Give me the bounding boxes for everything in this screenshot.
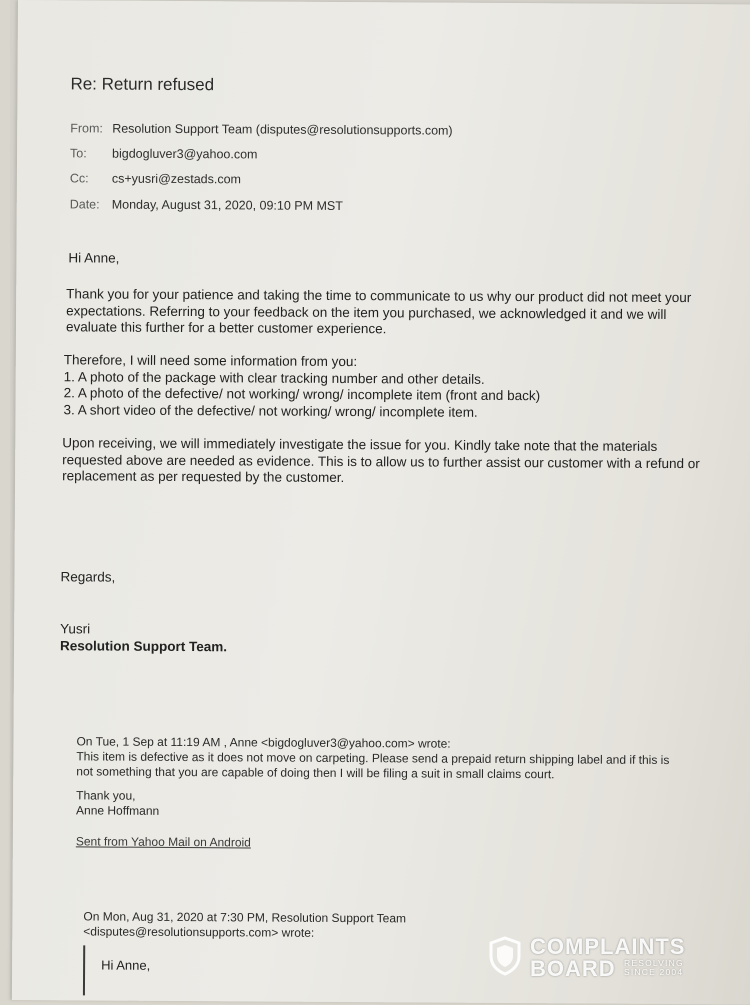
signer-name: Yusri [60, 621, 91, 637]
quoted2-header: On Mon, Aug 31, 2020 at 7:30 PM, Resolution Support Team [83, 909, 407, 926]
shield-icon [488, 936, 522, 976]
quoted-line: not something that you are capable of doing then I will be filing a suit in small claims court. [76, 764, 555, 782]
paragraph-line: expectations. Referring to your feedback on the item you purchased, we acknowledged it and we will [66, 302, 667, 322]
list-item: 1. A photo of the package with clear tracking number and other details. [63, 368, 485, 387]
paragraph-line: evaluate this further for a better customer experience. [65, 319, 387, 337]
cc-value: cs+yusri@zestads.com [111, 171, 241, 187]
paragraph-line: requested above are needed as evidence. This is to allow us to further assist our customer with a refund or [62, 451, 700, 471]
to-label: To: [70, 146, 87, 161]
watermark-tagline [624, 959, 684, 977]
list-item: 3. A short video of the defective/ not working/ wrong/ incomplete item. [63, 401, 478, 420]
to-row [70, 146, 258, 161]
signer-team: Resolution Support Team. [60, 638, 228, 655]
paragraph-evidence [62, 435, 750, 489]
watermark-line1: COMPLAINTS [530, 934, 686, 959]
quoted-name: Anne Hoffmann [76, 803, 160, 818]
date-label: Date: [69, 197, 100, 212]
greeting: Hi Anne, [68, 250, 120, 266]
paragraph-thanks [66, 286, 750, 340]
from-row [70, 121, 452, 137]
complaints-board-watermark [488, 934, 708, 982]
quoted-header: On Tue, 1 Sep at 11:19 AM , Anne <bigdogluver3@yahoo.com> wrote: [76, 734, 451, 751]
cc-row [70, 171, 241, 186]
from-label: From: [70, 121, 103, 136]
watermark-tag2: SINCE 2004 [624, 967, 684, 977]
yahoo-mail-link[interactable]: Sent from Yahoo Mail on Android [75, 834, 251, 850]
email-subject: Re: Return refused [70, 74, 215, 95]
quoted-thanks: Thank you, [76, 788, 136, 803]
printed-email-page [12, 0, 750, 1005]
date-value: Monday, August 31, 2020, 09:10 PM MST [111, 197, 343, 213]
date-row [70, 197, 343, 213]
sign-off: Regards, [60, 569, 116, 585]
from-value: Resolution Support Team (disputes@resolutionsupports.com) [112, 121, 453, 138]
to-value: bigdogluver3@yahoo.com [112, 146, 258, 162]
paragraph-line: Thank you for your patience and taking the time to communicate to us why our product did not meet your [66, 286, 692, 306]
cc-label: Cc: [69, 171, 89, 186]
quoted-line: This item is defective as it does not move on carpeting. Please send a prepaid return shipping label and if this is [76, 749, 670, 767]
quoted2-greeting: Hi Anne, [101, 957, 151, 973]
watermark-tag1: RESOLVING [624, 958, 684, 968]
paragraph-requirements [63, 352, 750, 422]
quote-bar [83, 945, 85, 995]
paragraph-line: replacement as per requested by the customer. [62, 468, 345, 486]
paragraph-line: Therefore, I will need some information from you: [63, 352, 358, 370]
quoted-body [76, 749, 746, 783]
paragraph-line: Upon receiving, we will immediately investigate the issue for you. Kindly take note that the materials [62, 435, 658, 454]
quoted2-address: <disputes@resolutionsupports.com> wrote: [83, 924, 315, 940]
list-item: 2. A photo of the defective/ not working/ wrong/ incomplete item (front and back) [63, 385, 541, 404]
watermark-line2: BOARD [530, 956, 616, 981]
